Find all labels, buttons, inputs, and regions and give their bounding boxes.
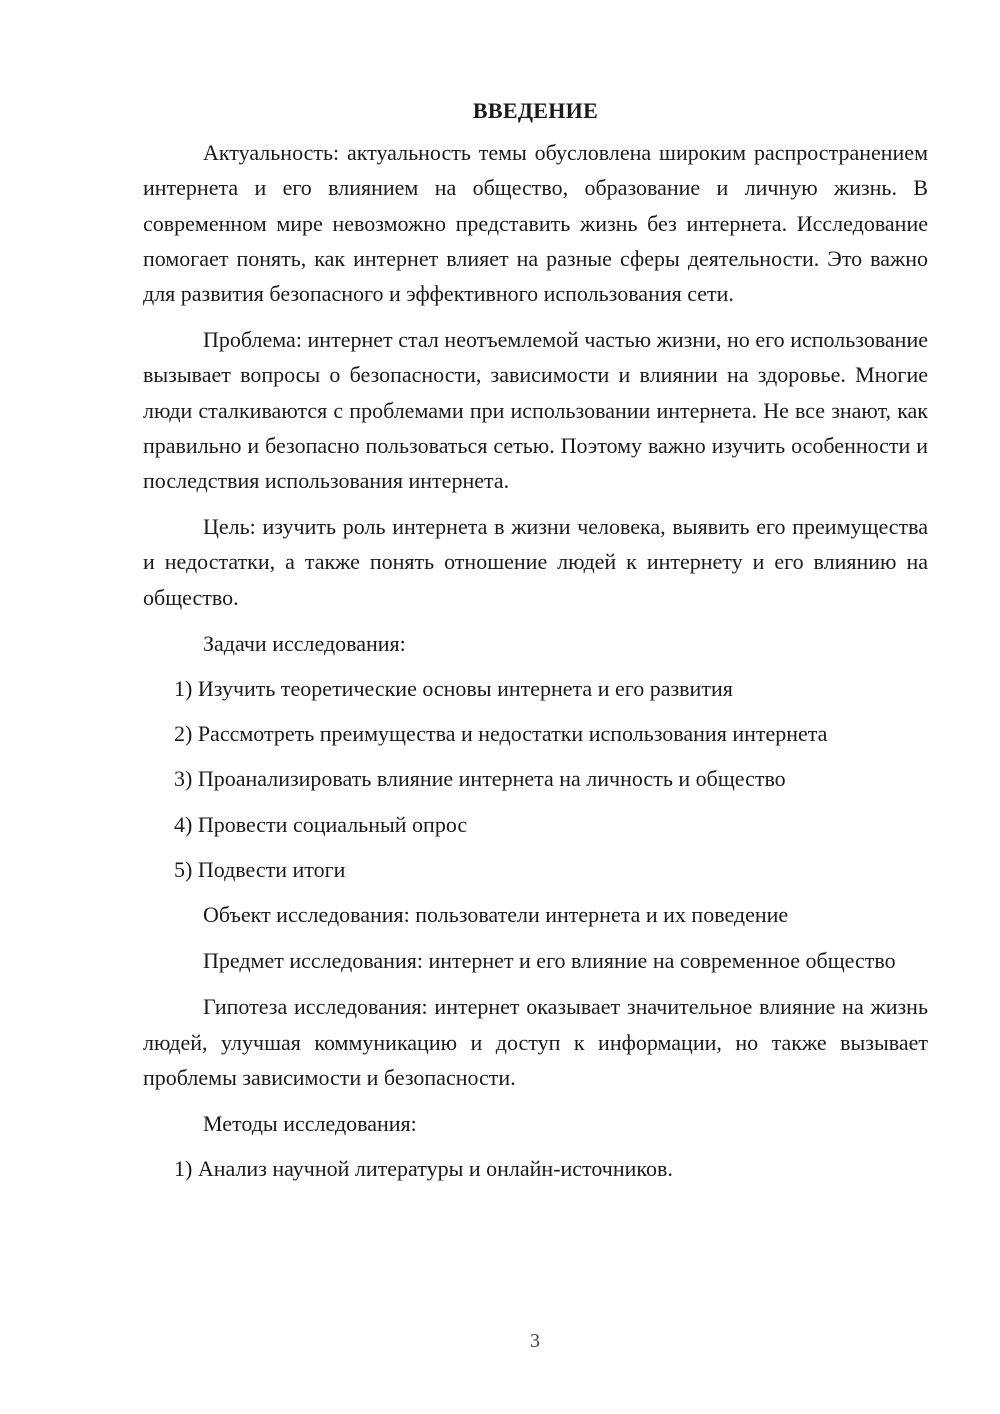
page-number: 3 xyxy=(530,1330,540,1352)
task-item: 1) Изучить теоретические основы интернета и его развития xyxy=(174,676,733,702)
object-paragraph: Объект исследования: пользователи интернета и их поведение xyxy=(203,902,789,928)
methods-list xyxy=(143,1151,928,1186)
relevance-paragraph: Актуальность: актуальность темы обусловлена широким распространением интернета и его влиянием на общество, образование и личную жизнь. В современном мире невозможно представить жизнь без интернета. Исследование помогает понять, как интернет влияет на разные сферы деятельности. Это важно для развития безопасного и эффективного использования сети. xyxy=(143,140,928,307)
hypothesis-paragraph: Гипотеза исследования: интернет оказывает значительное влияние на жизнь людей, улучшая коммуникацию и доступ к информации, но также вызывает проблемы зависимости и безопасности. xyxy=(143,994,928,1090)
task-item: 5) Подвести итоги xyxy=(174,856,346,882)
section-title: ВВЕДЕНИЕ xyxy=(472,98,599,123)
task-item: 4) Провести социальный опрос xyxy=(174,811,468,837)
task-item: 3) Проанализировать влияние интернета на личность и общество xyxy=(174,766,786,792)
subject-paragraph: Предмет исследования: интернет и его влияние на современное общество xyxy=(203,948,896,974)
page-content xyxy=(143,93,928,1196)
task-item: 2) Рассмотреть преимущества и недостатки использования интернета xyxy=(174,721,828,747)
methods-heading: Методы исследования: xyxy=(203,1111,417,1137)
tasks-list xyxy=(143,671,928,887)
problem-paragraph: Проблема: интернет стал неотъемлемой частью жизни, но его использование вызывает вопросы о безопасности, зависимости и влиянии на здоровье. Многие люди сталкиваются с проблемами при использовании интернета. Не все знают, как правильно и безопасно пользоваться сетью. Поэтому важно изучить особенности и последствия использования интернета. xyxy=(143,327,928,494)
method-item: 1) Анализ научной литературы и онлайн-источников. xyxy=(174,1156,673,1182)
goal-paragraph: Цель: изучить роль интернета в жизни человека, выявить его преимущества и недостатки, а также понять отношение людей к интернету и его влиянию на общество. xyxy=(143,514,928,610)
tasks-heading: Задачи исследования: xyxy=(203,630,406,656)
